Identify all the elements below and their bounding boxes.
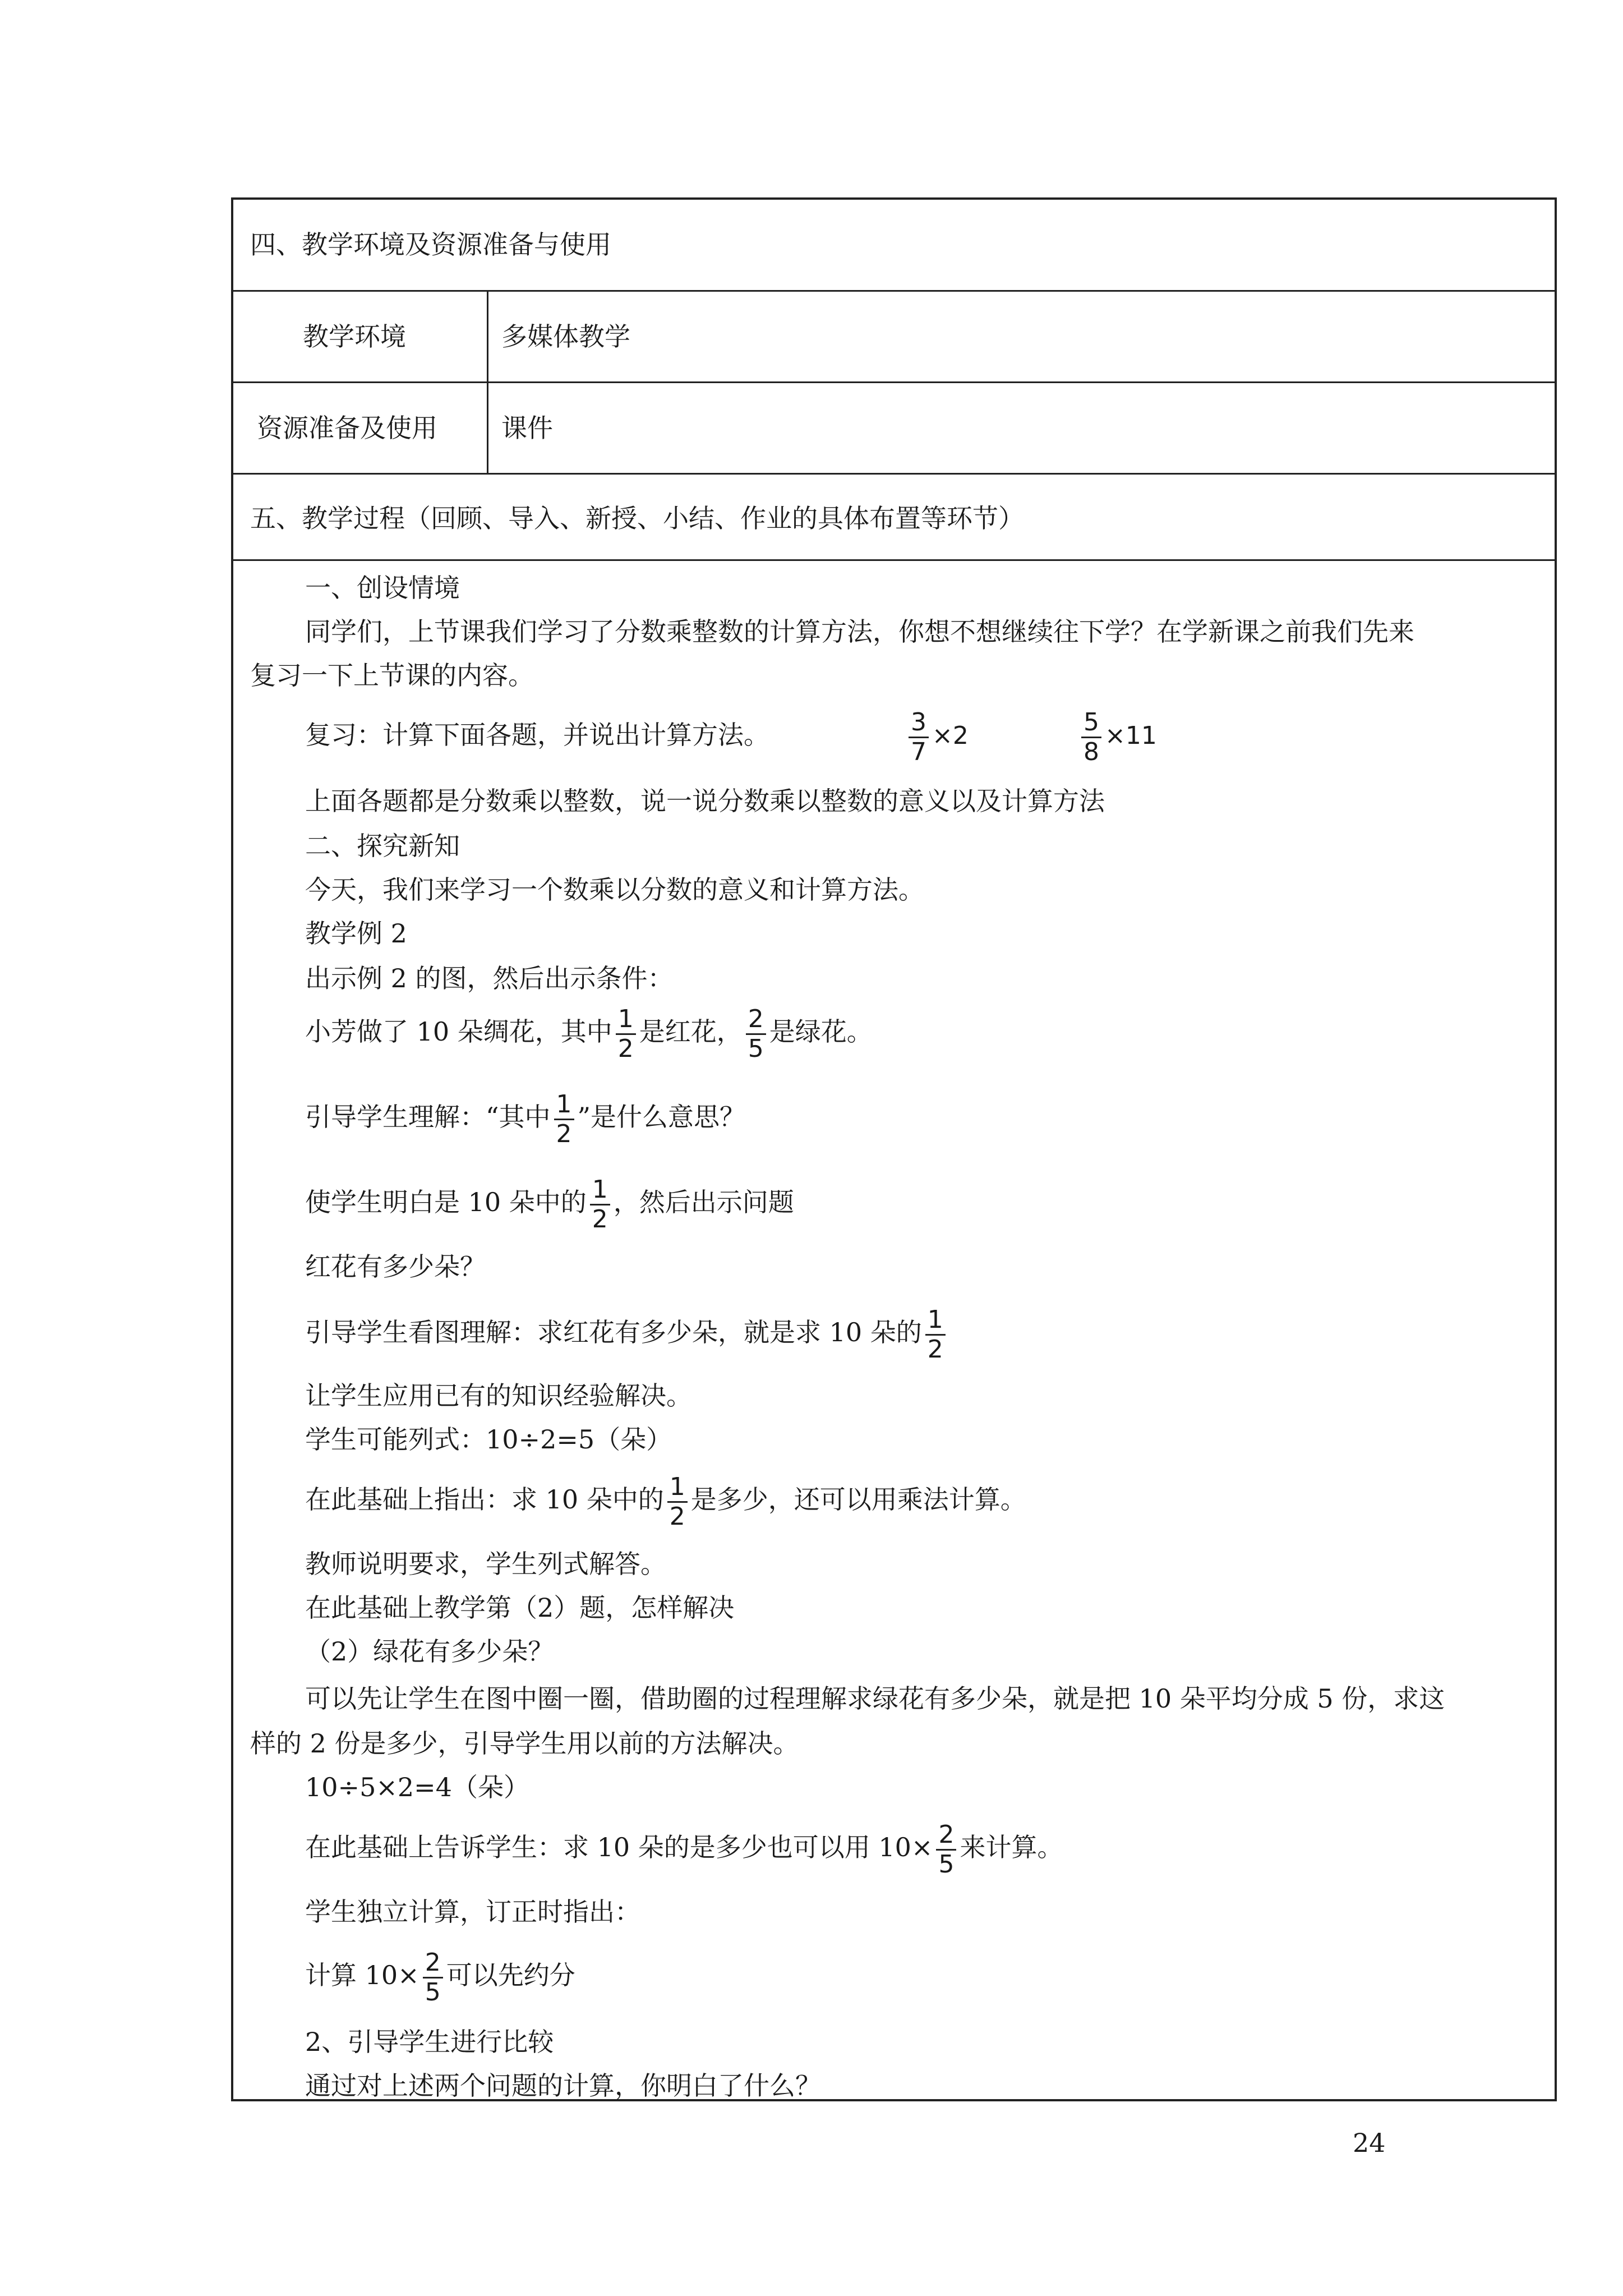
lesson-plan-table: [231, 197, 1557, 2101]
circle-method: 可以先让学生在图中圈一圈，借助圈的过程理解求绿花有多少朵，就是把 10 朵平均分成 5 份，求这: [305, 1683, 1445, 1714]
section4-row: [233, 200, 1555, 292]
reduce-first: 计算 10× $\frac{2}{5}$ 可以先约分: [305, 1948, 575, 2007]
clarify-line: 使学生明白是 10 朵中的 $\frac{1}{2}$ ，然后出示问题: [305, 1175, 794, 1234]
env-row: [233, 292, 1555, 383]
fraction: $\frac{2}{5}$: [423, 1949, 443, 2007]
review-summary: 上面各题都是分数乘以整数，说一说分数乘以整数的意义以及计算方法: [305, 786, 1105, 816]
fraction: $\frac{1}{2}$: [616, 1005, 636, 1063]
fraction: $\frac{2}{5}$: [746, 1005, 766, 1063]
green-result: 10÷5×2=4（朵）: [305, 1772, 529, 1802]
resource-label: 资源准备及使用: [257, 413, 437, 443]
section5-row: [233, 475, 1555, 561]
guide-understand: 引导学生理解：“其中 $\frac{1}{2}$ ”是什么意思？: [305, 1089, 746, 1148]
review-prompt: 复习：计算下面各题，并说出计算方法。: [305, 720, 769, 750]
question-green: （2）绿花有多少朵？: [305, 1636, 554, 1667]
intro-paragraph-cont: 复习一下上节课的内容。: [250, 660, 534, 691]
review-expression-2: $\frac{5}{8}$ ×11: [1078, 700, 1157, 771]
student-expression: 学生可能列式：10÷2=5（朵）: [305, 1424, 672, 1455]
teacher-requirement: 教师说明要求，学生列式解答。: [305, 1549, 666, 1579]
review-expression-1: $\frac{3}{7}$ ×2: [905, 700, 969, 771]
today-intro: 今天，我们来学习一个数乘以分数的意义和计算方法。: [305, 875, 924, 905]
example-heading: 教学例 2: [305, 918, 407, 949]
show-example: 出示例 2 的图，然后出示条件：: [305, 963, 674, 993]
fraction: $\frac{1}{2}$: [667, 1473, 688, 1531]
fraction: $\frac{3}{7}$: [909, 708, 929, 766]
compare-heading: 2、引导学生进行比较: [305, 2027, 554, 2057]
column-divider: [487, 383, 488, 473]
independent-calc: 学生独立计算，订正时指出：: [305, 1897, 640, 1927]
fraction: $\frac{1}{2}$: [590, 1176, 610, 1234]
multiply-hint: 在此基础上告诉学生：求 10 朵的是多少也可以用 10× $\frac{2}{5}$ 来计算。: [305, 1820, 1063, 1879]
intro-paragraph: 同学们，上节课我们学习了分数乘整数的计算方法，你想不想继续往下学？在学新课之前我们先来: [305, 616, 1414, 647]
resource-value: 课件: [501, 413, 553, 443]
fraction: $\frac{2}{5}$: [936, 1821, 956, 1879]
column-divider: [487, 292, 488, 381]
condition-line: 小芳做了 10 朵绸花，其中 $\frac{1}{2}$ 是红花， $\frac{2}{5}$ 是绿花。: [305, 1004, 873, 1063]
section5-title: 五、教学过程（回顾、导入、新授、小结、作业的具体布置等环节）: [250, 503, 1024, 533]
fraction: $\frac{1}{2}$: [554, 1091, 574, 1148]
env-label: 教学环境: [303, 321, 406, 352]
point-out-line: 在此基础上指出：求 10 朵中的 $\frac{1}{2}$ 是多少，还可以用乘法计算。: [305, 1472, 1026, 1531]
apply-knowledge: 让学生应用已有的知识经验解决。: [305, 1381, 692, 1411]
heading-explore: 二、探究新知: [305, 831, 460, 861]
fraction: $\frac{1}{2}$: [925, 1306, 946, 1364]
compare-question: 通过对上述两个问题的计算，你明白了什么？: [305, 2070, 821, 2101]
page-number: 24: [1353, 2128, 1386, 2158]
question-red: 红花有多少朵？: [305, 1251, 486, 1282]
heading-create-situation: 一、创设情境: [305, 573, 460, 603]
guide-picture: 引导学生看图理解：求红花有多少朵，就是求 10 朵的 $\frac{1}{2}$: [305, 1290, 949, 1374]
circle-method-cont: 样的 2 份是多少，引导学生用以前的方法解决。: [250, 1728, 799, 1759]
teach-question-2: 在此基础上教学第（2）题，怎样解决: [305, 1593, 735, 1623]
fraction: $\frac{5}{8}$: [1081, 708, 1101, 766]
teaching-process-body: [233, 561, 1555, 2099]
section4-title: 四、教学环境及资源准备与使用: [250, 229, 611, 260]
env-value: 多媒体教学: [501, 321, 630, 352]
resource-row: [233, 383, 1555, 475]
